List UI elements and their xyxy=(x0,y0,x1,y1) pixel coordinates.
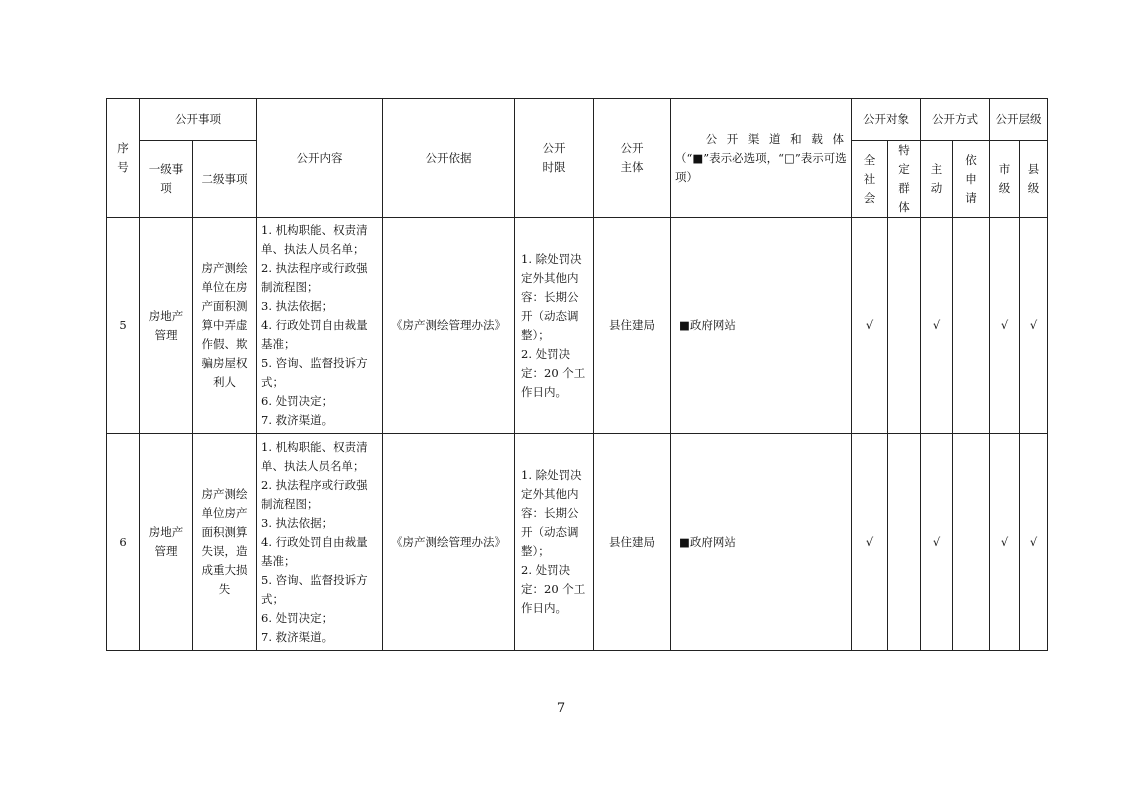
row-level2: 房产测绘单位在房产面积测算中弄虚作假、欺骗房屋权利人 xyxy=(193,218,257,434)
row-level-county: √ xyxy=(1020,218,1048,434)
header-timelimit: 公开 时限 xyxy=(515,99,594,218)
row-seq: 5 xyxy=(107,218,140,434)
row-seq: 6 xyxy=(107,434,140,651)
disclosure-table xyxy=(106,98,1048,651)
header-mode-request: 依 申 请 xyxy=(953,141,990,218)
header-target-group: 公开对象 xyxy=(852,99,921,141)
row-mode-request xyxy=(953,218,990,434)
row-level-city: √ xyxy=(990,218,1020,434)
row-timelimit: 1. 除处罚决定外其他内容：长期公开（动态调整）； 2. 处罚决定：20 个工作日内。 xyxy=(515,434,594,651)
header-level1: 一级事项 xyxy=(140,141,193,218)
row-level1: 房地产管理 xyxy=(140,218,193,434)
table-row xyxy=(107,434,1048,651)
header-items-group: 公开事项 xyxy=(140,99,257,141)
header-channel xyxy=(671,99,852,218)
row-mode-request xyxy=(953,434,990,651)
header-mode-group: 公开方式 xyxy=(921,99,990,141)
row-level1: 房地产管理 xyxy=(140,434,193,651)
row-mode-active: √ xyxy=(921,434,953,651)
row-content: 1. 机构职能、权责清单、执法人员名单； 2. 执法程序或行政强制流程图； 3. 执法依据； 4. 行政处罚自由裁量基准； 5. 咨询、监督投诉方式； 6. 处罚决定； 7. 救济渠道。 xyxy=(257,218,383,434)
row-basis: 《房产测绘管理办法》 xyxy=(383,218,515,434)
header-channel-title: 公 开 渠 道 和 载 体 xyxy=(705,131,847,146)
row-subject: 县住建局 xyxy=(594,434,671,651)
header-content: 公开内容 xyxy=(257,99,383,218)
table-row xyxy=(107,218,1048,434)
row-level-county: √ xyxy=(1020,434,1048,651)
header-target-all: 全 社 会 xyxy=(852,141,888,218)
header-subject: 公开 主体 xyxy=(594,99,671,218)
row-target-all: √ xyxy=(852,434,888,651)
row-content: 1. 机构职能、权责清单、执法人员名单； 2. 执法程序或行政强制流程图； 3. 执法依据； 4. 行政处罚自由裁量基准； 5. 咨询、监督投诉方式； 6. 处罚决定； 7. 救济渠道。 xyxy=(257,434,383,651)
row-subject: 县住建局 xyxy=(594,218,671,434)
row-channel: ■政府网站 xyxy=(671,218,852,434)
row-timelimit: 1. 除处罚决定外其他内容：长期公开（动态调整）； 2. 处罚决定：20 个工作日内。 xyxy=(515,218,594,434)
header-level-city: 市 级 xyxy=(990,141,1020,218)
row-level-city: √ xyxy=(990,434,1020,651)
header-channel-note: （“■”表示必选项，“□”表示可选项） xyxy=(675,150,847,184)
row-target-specific xyxy=(888,218,921,434)
row-channel: ■政府网站 xyxy=(671,434,852,651)
header-target-specific: 特 定 群 体 xyxy=(888,141,921,218)
page-number: 7 xyxy=(556,701,566,716)
header-level2: 二级事项 xyxy=(193,141,257,218)
header-basis: 公开依据 xyxy=(383,99,515,218)
header-level-group: 公开层级 xyxy=(990,99,1048,141)
row-basis: 《房产测绘管理办法》 xyxy=(383,434,515,651)
row-mode-active: √ xyxy=(921,218,953,434)
header-seq: 序 号 xyxy=(107,99,140,218)
header-level-county: 县 级 xyxy=(1020,141,1048,218)
row-level2: 房产测绘单位房产面积测算失误，造成重大损失 xyxy=(193,434,257,651)
header-mode-active: 主 动 xyxy=(921,141,953,218)
row-target-specific xyxy=(888,434,921,651)
row-target-all: √ xyxy=(852,218,888,434)
